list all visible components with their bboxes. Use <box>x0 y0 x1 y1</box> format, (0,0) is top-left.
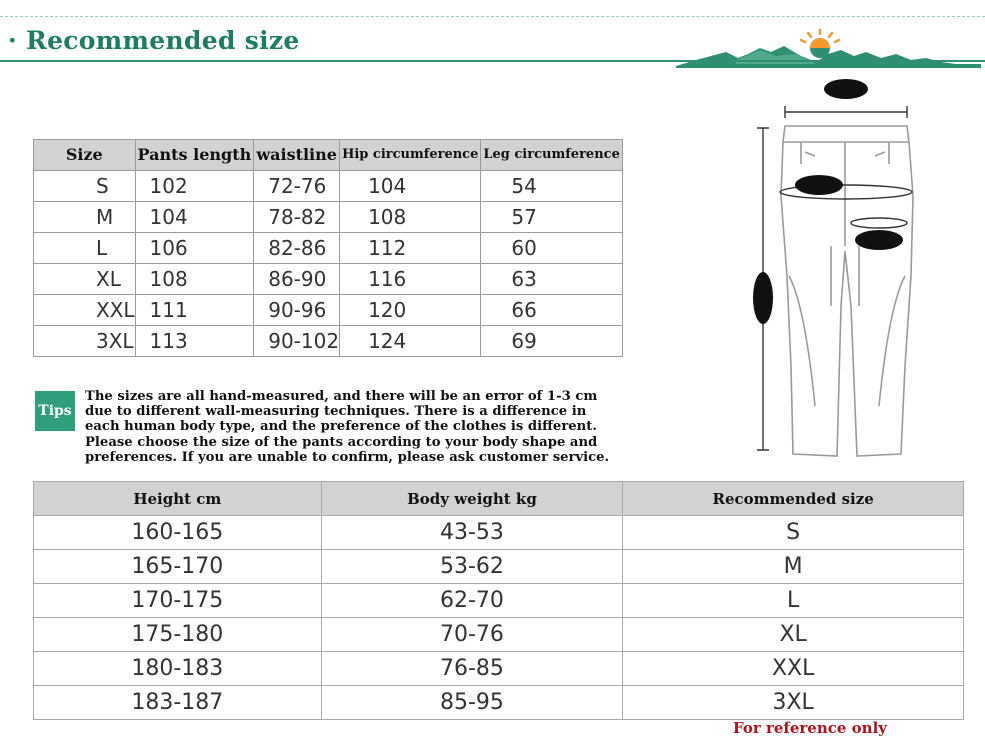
table-cell: 3XL <box>623 686 964 720</box>
table-cell: 53-62 <box>321 550 623 584</box>
column-header-size: Size <box>34 140 136 171</box>
table-cell: 54 <box>481 171 622 202</box>
header <box>0 22 985 62</box>
table-cell: 3XL <box>34 326 136 357</box>
table-cell: 86-90 <box>254 264 340 295</box>
table-cell: 124 <box>340 326 481 357</box>
table-cell: 63 <box>481 264 622 295</box>
table-row <box>34 618 964 652</box>
reference-note: For reference only <box>733 719 887 737</box>
table-row <box>34 171 623 202</box>
table-cell: 108 <box>135 264 254 295</box>
table-row <box>34 233 623 264</box>
column-header-leg: Leg circumference <box>481 140 622 171</box>
table-cell: 175-180 <box>34 618 322 652</box>
table-cell: 111 <box>135 295 254 326</box>
table-cell: 180-183 <box>34 652 322 686</box>
table-cell: 170-175 <box>34 584 322 618</box>
table-cell: 102 <box>135 171 254 202</box>
table-row <box>34 202 623 233</box>
table-cell: XL <box>623 618 964 652</box>
table-cell: 160-165 <box>34 516 322 550</box>
table-row <box>34 652 964 686</box>
header-underline <box>0 60 985 62</box>
table-cell: 66 <box>481 295 622 326</box>
table-cell: 62-70 <box>321 584 623 618</box>
table-cell: L <box>34 233 136 264</box>
table-cell: 183-187 <box>34 686 322 720</box>
table-cell: 72-76 <box>254 171 340 202</box>
table-cell: 104 <box>340 171 481 202</box>
column-header-pants-length: Pants length <box>135 140 254 171</box>
table-row <box>34 264 623 295</box>
column-header-recommended-size: Recommended size <box>623 482 964 516</box>
table-cell: 85-95 <box>321 686 623 720</box>
table-row <box>34 516 964 550</box>
table-cell: 82-86 <box>254 233 340 264</box>
table-cell: 69 <box>481 326 622 357</box>
table-cell: 90-102 <box>254 326 340 357</box>
table-row <box>34 295 623 326</box>
page-title: · Recommended size <box>8 26 300 55</box>
tips-text: The sizes are all hand-measured, and there will be an error of 1-3 cm due to different wall-measuring techniques. There is a difference in each human body type, and the preference of the clothes is different. Please choose the size of the pants according to your body shape and preferences. If you are unable to confirm, please ask customer service. <box>85 389 610 465</box>
table-row <box>34 686 964 720</box>
table-cell: 113 <box>135 326 254 357</box>
table-cell: XL <box>34 264 136 295</box>
pants-measurement-diagram-icon <box>745 76 935 466</box>
table-cell: L <box>623 584 964 618</box>
table-cell: 104 <box>135 202 254 233</box>
table-cell: 60 <box>481 233 622 264</box>
table-cell: 165-170 <box>34 550 322 584</box>
tips-badge: Tips <box>35 391 75 431</box>
table-cell: 43-53 <box>321 516 623 550</box>
table-cell: 70-76 <box>321 618 623 652</box>
table-cell: 106 <box>135 233 254 264</box>
table-row <box>34 584 964 618</box>
table-cell: M <box>623 550 964 584</box>
table-cell: 76-85 <box>321 652 623 686</box>
recommend-table <box>33 481 964 720</box>
table-cell: 108 <box>340 202 481 233</box>
table-cell: XXL <box>623 652 964 686</box>
header-dashed-line <box>0 16 985 17</box>
table-cell: XXL <box>34 295 136 326</box>
column-header-waistline: waistline <box>254 140 340 171</box>
recommend-table-header <box>34 482 964 516</box>
size-table <box>33 139 623 357</box>
table-cell: 57 <box>481 202 622 233</box>
table-row <box>34 550 964 584</box>
table-cell: 120 <box>340 295 481 326</box>
table-cell: S <box>623 516 964 550</box>
size-table-header <box>34 140 623 171</box>
table-cell: M <box>34 202 136 233</box>
table-cell: 90-96 <box>254 295 340 326</box>
column-header-weight: Body weight kg <box>321 482 623 516</box>
table-cell: 116 <box>340 264 481 295</box>
table-cell: 78-82 <box>254 202 340 233</box>
column-header-hip: Hip circumference <box>340 140 481 171</box>
table-cell: S <box>34 171 136 202</box>
table-cell: 112 <box>340 233 481 264</box>
table-row <box>34 326 623 357</box>
column-header-height: Height cm <box>34 482 322 516</box>
